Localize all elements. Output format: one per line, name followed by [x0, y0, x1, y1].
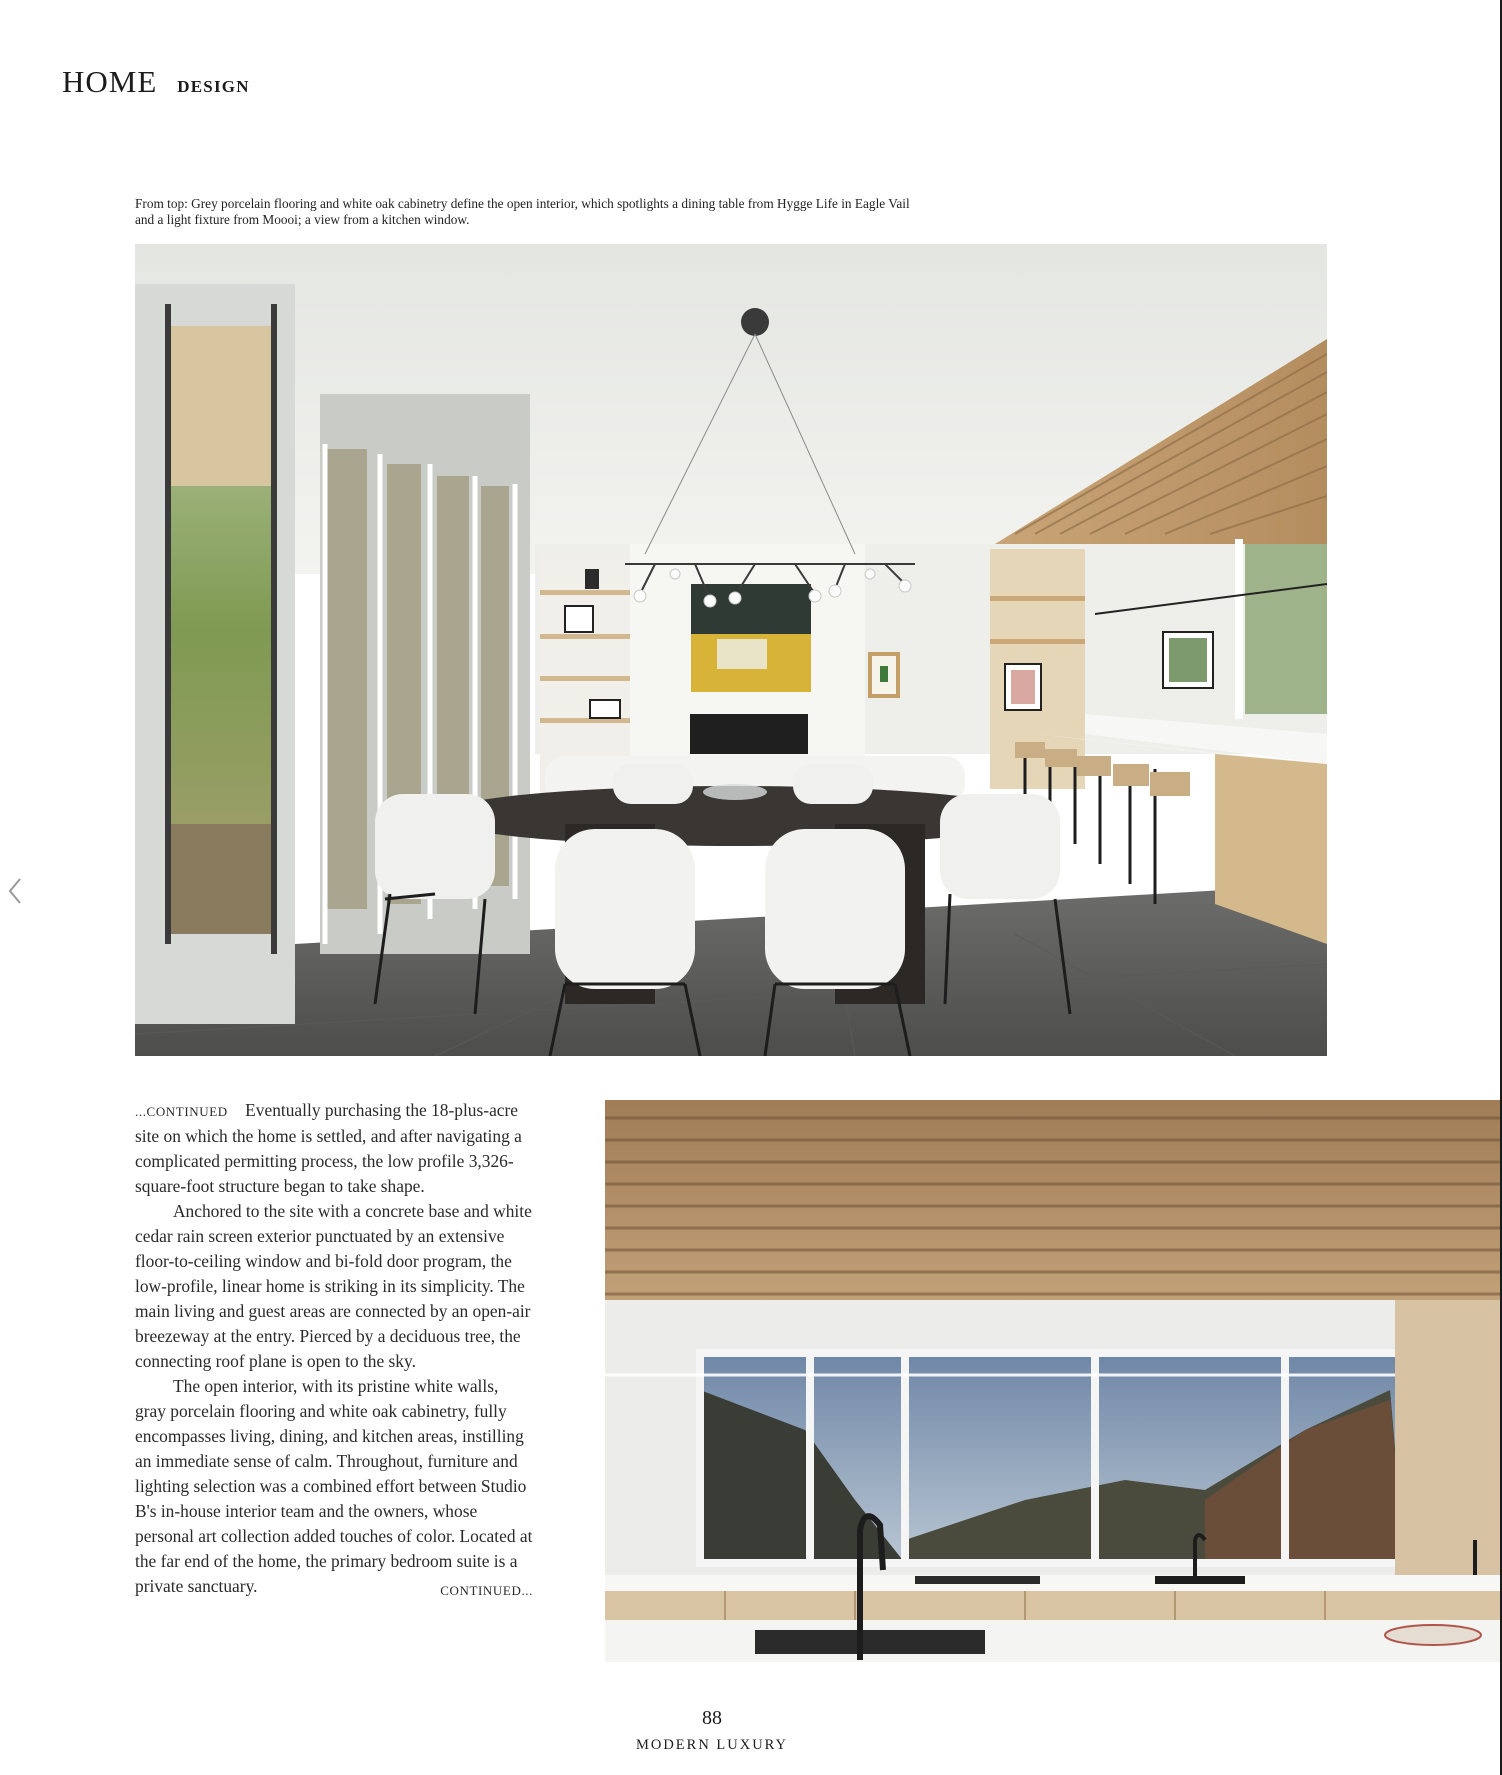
continued-to-label: CONTINUED... [440, 1583, 533, 1598]
article-paragraph: ...CONTINUED Eventually purchasing the 18-plus-acre site on which the home is settled, and after navigating a complicated permitting process, the low profile 3,326-square-foot structure began to take shape. [135, 1100, 522, 1196]
continued-from-label: ...CONTINUED [135, 1104, 228, 1119]
article-paragraph: The open interior, with its pristine white walls, gray porcelain flooring and white oak cabinetry, fully encompasses living, dining, and kitchen areas, instilling an immediate sense of calm. Throughout, furniture and lighting selection was a combined effort between Studio B's in-house interior team and the owners, whose personal art collection added touches of color. Located at the far end of the home, the primary bedroom suite is a private sanctuary. CONTINUED... [135, 1374, 533, 1599]
section-header [62, 64, 250, 100]
article-body [135, 1098, 533, 1603]
section-title: HOME [62, 64, 158, 99]
photo-caption: From top: Grey porcelain flooring and white oak cabinetry define the open interior, which spotlights a dining table from Hygge Life in Eagle Vail and a light fixture from Moooi; a view from a kitchen window. [135, 196, 910, 227]
page-number: 88 [702, 1707, 722, 1729]
chevron-left-icon[interactable] [6, 876, 24, 906]
dining-room-photo [135, 244, 1327, 1056]
section-subtitle: DESIGN [177, 77, 250, 96]
kitchen-window-photo [605, 1100, 1500, 1662]
magazine-name: MODERN LUXURY [635, 1737, 789, 1753]
article-paragraph: Anchored to the site with a concrete base and white cedar rain screen exterior punctuated by an extensive floor-to-ceiling window and bi-fold door program, the low-profile, linear home is striking in its simplicity. The main living and guest areas are connected by an open-air breezeway at the entry. Pierced by a deciduous tree, the connecting roof plane is open to the sky. [135, 1201, 532, 1371]
